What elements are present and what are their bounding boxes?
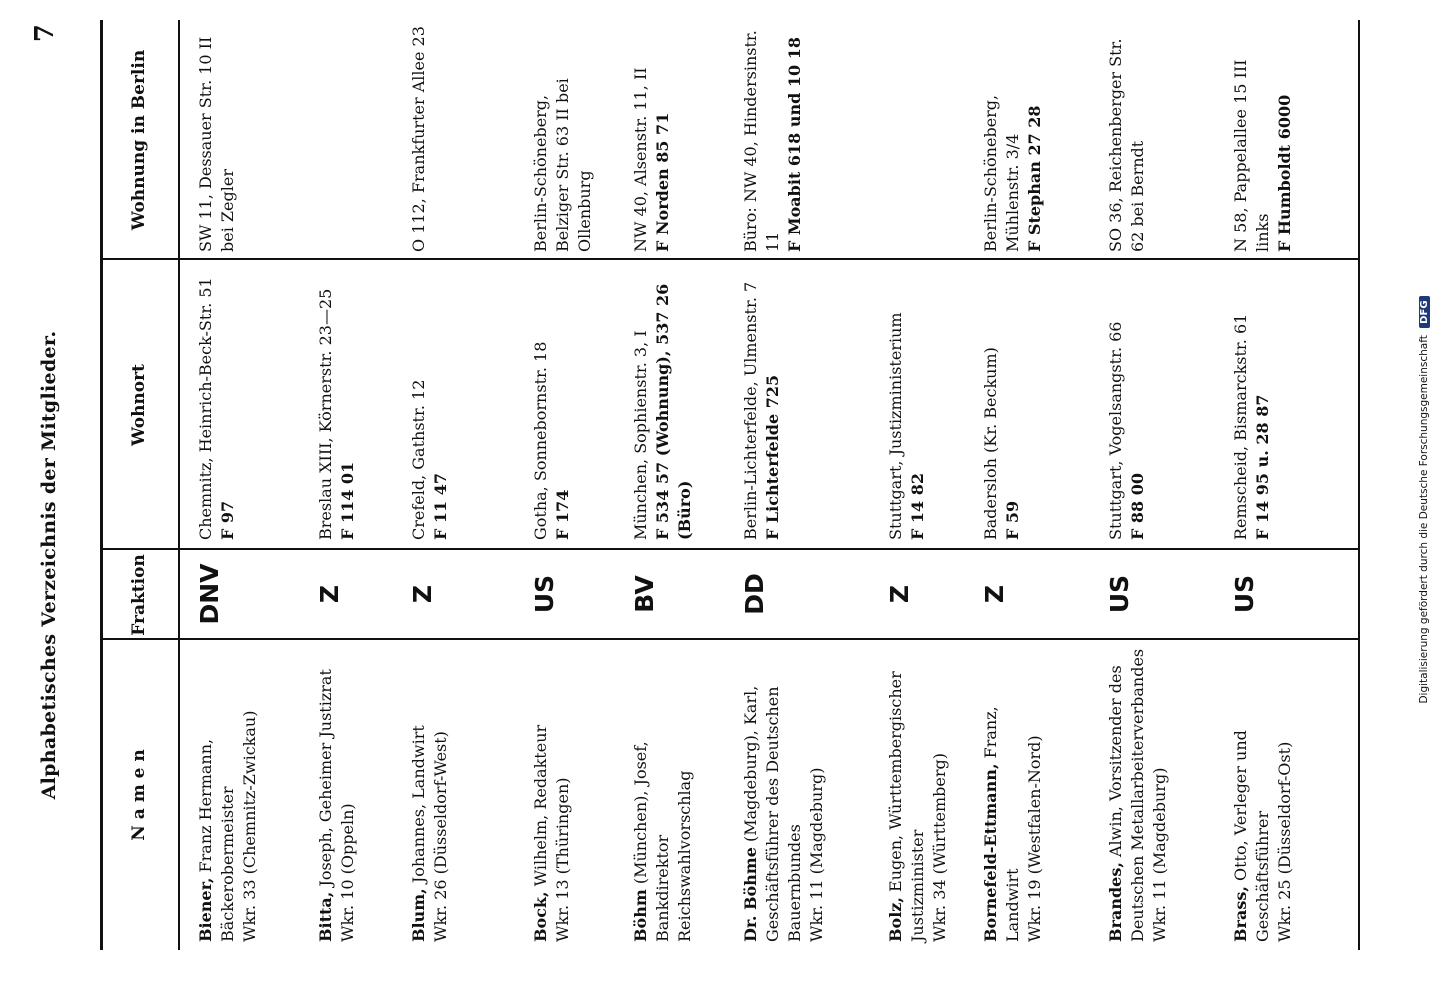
wohnort-address: Breslau XIII, Körnerstr. 23—25 [316,288,335,540]
member-details: Eugen, Württembergischer Justizminister [886,671,927,942]
table-row-wohnung [980,26,1046,252]
fraktion-badge: Z [885,584,914,604]
table-row-wohnort [980,268,1024,540]
wohnung-phone: F Stephan 27 28 [1025,105,1044,252]
fraktion-badge: Z [315,584,344,604]
table-row-wohnort [315,268,359,540]
member-constituency: Reichswahlvorschlag [675,770,694,942]
table-row-wohnung [408,26,430,252]
wohnung-address: Büro: NW 40, Hindersinstr. 11 [741,30,782,252]
wohnung-address: Berlin-Schöneberg, Belziger Str. 63 II bei Ollenburg [531,78,594,252]
member-surname: Brass, [1231,886,1250,942]
member-constituency: Wkr. 10 (Oppeln) [338,803,357,942]
member-surname: Bolz, [886,897,905,942]
table-row-wohnort [885,268,929,540]
digitization-credit [1418,0,1436,1000]
member-details: Joseph, Geheimer Justizrat [316,669,335,887]
wohnort-phone: F 97 [218,500,237,540]
member-constituency: Wkr. 25 (Düsseldorf-Ost) [1275,741,1294,942]
member-surname: Biener, [196,877,215,942]
member-details: (Magdeburg), Karl, Geschäftsführer des Deutschen Bauernbundes [741,685,804,942]
wohnung-address: N 58, Pappelallee 15 III links [1231,59,1272,252]
member-surname: Brandes, [1106,862,1125,942]
table-row-name [885,646,951,942]
column-divider [100,549,1358,551]
member-details: Johannes, Landwirt [409,725,428,884]
member-details: Franz, Landwirt [981,706,1022,942]
wohnort-phone: F 174 [553,489,572,540]
table-row-wohnort [1105,268,1149,540]
wohnung-phone: F Moabit 618 und 10 18 [785,37,804,252]
fraktion-badge: DD [740,573,769,615]
wohnort-phone: F 14 82 [908,472,927,540]
table-row-wohnort [630,268,696,540]
wohnung-address: Berlin-Schöneberg, Mühlenstr. 3/4 [981,94,1022,252]
wohnort-phone: F 59 [1003,500,1022,540]
column-header-wohnung: Wohnung in Berlin [129,49,149,231]
table-row-wohnung [740,26,806,252]
page-header [0,0,110,1000]
table-row-name [740,646,828,942]
table-row-name [630,646,696,942]
wohnort-phone: F 11 47 [431,472,450,540]
table-row-name [1230,646,1296,942]
member-surname: Blum, [409,888,428,942]
fraktion-badge: Z [980,584,1009,604]
column-header-namen: N a m e n [129,749,149,841]
member-constituency: Wkr. 26 (Düsseldorf-West) [431,731,450,942]
wohnort-address: Badersloh (Kr. Beckum) [981,347,1000,540]
column-header-wohnort: Wohnort [129,364,149,446]
table-row-name [980,646,1046,942]
member-surname: Bornefeld-Ettmann, [981,763,1000,942]
table-row-name [530,646,574,942]
wohnort-address: Chemnitz, Heinrich-Beck-Str. 51 [196,277,215,540]
table-row-wohnung [195,26,239,252]
wohnort-address: Gotha, Sonnebornstr. 18 [531,341,550,540]
column-divider [100,639,1358,641]
wohnort-address: Berlin-Lichterfelde, Ulmenstr. 7 [741,281,760,540]
table-row-name [315,646,359,942]
wohnort-address: Crefeld, Gathstr. 12 [409,379,428,540]
page-title: Alphabetisches Verzeichnis der Mitglieder. [38,330,60,800]
fraktion-badge: US [1230,574,1259,614]
member-constituency: Wkr. 11 (Magdeburg) [1150,767,1169,942]
wohnung-address: O 112, Frankfurter Allee 23 [409,26,428,252]
wohnort-phone: F 14 95 u. 28 87 [1253,394,1272,540]
member-details: Wilhelm, Redakteur [531,724,550,887]
table-row-wohnung [1105,26,1149,252]
table-row-wohnung [530,26,596,252]
wohnort-address: Stuttgart, Justizministerium [886,312,905,540]
table-row-wohnort [1230,268,1274,540]
table-row-name [408,646,452,942]
header-rule [178,20,180,950]
wohnort-phone: F Lichterfelde 725 [763,374,782,540]
member-constituency: Wkr. 19 (Westfalen-Nord) [1025,735,1044,942]
table-row-wohnort [740,268,784,540]
page-number: 7 [30,24,60,43]
member-constituency: Wkr. 33 (Chemnitz-Zwickau) [240,710,259,942]
fraktion-badge: Z [408,584,437,604]
table-row-wohnort [195,268,239,540]
table-row-wohnort [408,268,452,540]
member-constituency: Wkr. 11 (Magdeburg) [807,767,826,942]
wohnung-phone: F Norden 85 71 [653,112,672,252]
fraktion-badge: US [530,574,559,614]
wohnung-address: SO 36, Reichenberger Str. 62 bei Berndt [1106,38,1147,252]
dfg-badge: DFG [1419,296,1430,327]
member-details: Franz Hermann, Bäckerobermeister [196,738,237,942]
members-table [100,20,1360,950]
member-constituency: Wkr. 13 (Thüringen) [553,777,572,942]
member-surname: Böhm [631,889,650,942]
member-surname: Dr. Böhme [741,847,760,942]
member-details: (München), Josef, Bankdirektor [631,741,672,942]
table-row-wohnort [530,268,574,540]
wohnort-phone: F 534 57 (Wohnung), 537 26 (Büro) [653,283,694,540]
column-divider [100,259,1358,261]
wohnort-address: Stuttgart, Vogelsangstr. 66 [1106,321,1125,540]
wohnort-address: München, Sophienstr. 3, I [631,330,650,540]
table-row-wohnung [630,26,674,252]
fraktion-badge: US [1105,574,1134,614]
table-row-wohnung [1230,26,1296,252]
member-constituency: Wkr. 34 (Württemberg) [930,753,949,942]
fraktion-badge: DNV [195,563,224,625]
wohnort-phone: F 114 01 [338,461,357,540]
table-row-name [1105,646,1171,942]
wohnort-address: Remscheid, Bismarckstr. 61 [1231,313,1250,540]
column-header-fraktion: Fraktion [129,554,149,636]
wohnung-address: SW 11, Dessauer Str. 10 II bei Zegler [196,36,237,252]
wohnort-phone: F 88 00 [1128,472,1147,540]
wohnung-address: NW 40, Alsenstr. 11, II [631,67,650,252]
credit-text: Digitalisierung gefördert durch die Deutsche Forschungsgemeinschaft [1418,335,1430,704]
member-details: Otto, Verleger und Geschäftsführer [1231,730,1272,942]
member-details: Alwin, Vorsitzender des Deutschen Metallarbeiterverbandes [1106,648,1147,942]
wohnung-phone: F Humboldt 6000 [1275,94,1294,252]
fraktion-badge: BV [630,575,659,613]
member-surname: Bitta, [316,891,335,942]
table-bottom-rule [1358,20,1360,950]
member-surname: Bock, [531,891,550,942]
table-row-name [195,646,261,942]
